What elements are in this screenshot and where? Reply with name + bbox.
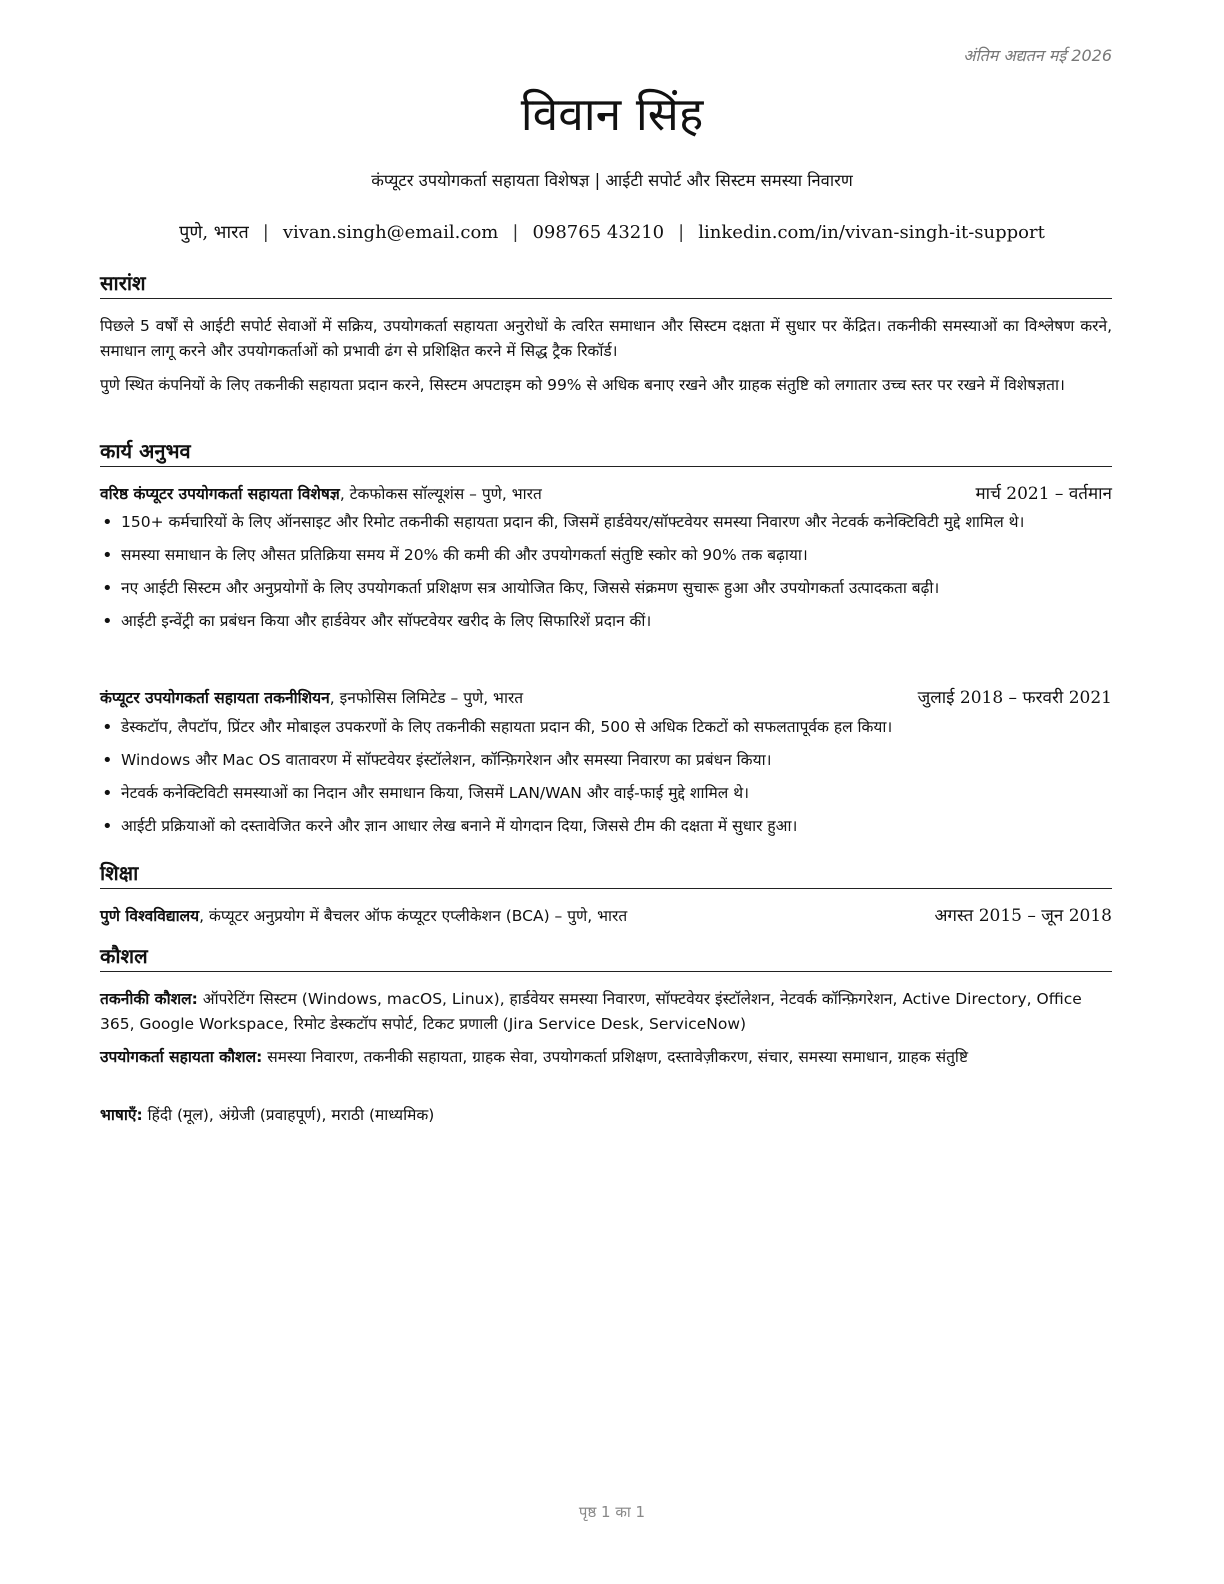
education-entry [100, 904, 1112, 928]
contact-line [0, 220, 1224, 244]
list-item: • डेस्कटॉप, लैपटॉप, प्रिंटर और मोबाइल उपकरणों के लिए तकनीकी सहायता प्रदान की, 500 से अधिक टिकटों को सफलतापूर्वक हल किया। [100, 715, 1112, 740]
support-skills-label: उपयोगकर्ता सहायता कौशल: [100, 1048, 263, 1066]
degree: , कंप्यूटर अनुप्रयोग में बैचलर ऑफ कंप्यूटर एप्लीकेशन (BCA) – पुणे, भारत [199, 907, 628, 925]
list-item: • आईटी इन्वेंट्री का प्रबंधन किया और हार्डवेयर और सॉफ्टवेयर खरीद के लिए सिफारिशें प्रदान कीं। [100, 609, 1112, 634]
skills-heading: कौशल [100, 943, 1112, 972]
job-bullets [100, 510, 1112, 642]
list-item: • नेटवर्क कनेक्टिविटी समस्याओं का निदान और समाधान किया, जिसमें LAN/WAN और वाई-फाई मुद्दे शामिल थे। [100, 781, 1112, 806]
education-heading: शिक्षा [100, 860, 1112, 889]
job-company: , इनफोसिस लिमिटेड – पुणे, भारत [329, 689, 524, 707]
technical-skills-text: ऑपरेटिंग सिस्टम (Windows, macOS, Linux), हार्डवेयर समस्या निवारण, सॉफ्टवेयर इंस्टॉलेशन, नेटवर्क कॉन्फ़िगरेशन, Active Directory, Office 365, Google Workspace, रिमोट डेस्कटॉप सपोर्ट, टिकट प्रणाली (Jira Service Desk, ServiceNow) [100, 990, 1082, 1033]
technical-skills [100, 987, 1112, 1037]
last-updated: अंतिम अद्यतन मई 2026 [963, 46, 1112, 65]
contact-email-link[interactable]: vivan.singh@email.com [282, 222, 499, 243]
job-header [100, 686, 1112, 710]
page-number: पृष्ठ 1 का 1 [578, 1503, 646, 1521]
languages [100, 1103, 1112, 1128]
education-dates: अगस्त 2015 – जून 2018 [934, 906, 1112, 926]
summary-paragraph-1: पिछले 5 वर्षों से आईटी सपोर्ट सेवाओं में सक्रिय, उपयोगकर्ता सहायता अनुरोधों के त्वरित समाधान और सिस्टम दक्षता में सुधार पर केंद्रित। तकनीकी समस्याओं का विश्लेषण करने, समाधान लागू करने और उपयोगकर्ताओं को प्रभावी ढंग से प्रशिक्षित करने में सिद्ध ट्रैक रिकॉर्ड। [100, 317, 1112, 360]
list-item: • नए आईटी सिस्टम और अनुप्रयोगों के लिए उपयोगकर्ता प्रशिक्षण सत्र आयोजित किए, जिससे संक्रमण सुचारू हुआ और उपयोगकर्ता उत्पादकता बढ़ी। [100, 576, 1112, 601]
contact-separator: | [512, 222, 519, 243]
job-company: , टेकफोकस सॉल्यूशंस – पुणे, भारत [339, 485, 542, 503]
contact-separator: | [678, 222, 685, 243]
school-name: पुणे विश्वविद्यालय [100, 907, 200, 925]
summary-heading: सारांश [100, 270, 1112, 299]
list-item: • Windows और Mac OS वातावरण में सॉफ्टवेयर इंस्टॉलेशन, कॉन्फ़िगरेशन और समस्या निवारण का प्रबंधन किया। [100, 748, 1112, 773]
contact-phone: 098765 43210 [532, 222, 665, 243]
list-item: • आईटी प्रक्रियाओं को दस्तावेजित करने और ज्ञान आधार लेख बनाने में योगदान दिया, जिससे टीम की दक्षता में सुधार हुआ। [100, 814, 1112, 839]
candidate-name: विवान सिंह [520, 87, 704, 141]
experience-heading: कार्य अनुभव [100, 438, 1112, 467]
list-item: • समस्या समाधान के लिए औसत प्रतिक्रिया समय में 20% की कमी की और उपयोगकर्ता संतुष्टि स्कोर को 90% तक बढ़ाया। [100, 543, 1112, 568]
job-title: वरिष्ठ कंप्यूटर उपयोगकर्ता सहायता विशेषज्ञ [100, 485, 340, 503]
summary-paragraph-2: पुणे स्थित कंपनियों के लिए तकनीकी सहायता प्रदान करने, सिस्टम अपटाइम को 99% से अधिक बनाए रखने और ग्राहक संतुष्टि को लगातार उच्च स्तर पर रखने में विशेषज्ञता। [100, 376, 1065, 394]
job-title: कंप्यूटर उपयोगकर्ता सहायता तकनीशियन [100, 689, 330, 707]
support-skills-text: समस्या निवारण, तकनीकी सहायता, ग्राहक सेवा, उपयोगकर्ता प्रशिक्षण, दस्तावेज़ीकरण, संचार, समस्या समाधान, ग्राहक संतुष्टि [262, 1048, 969, 1066]
technical-skills-label: तकनीकी कौशल: [100, 990, 198, 1008]
contact-linkedin-link[interactable]: linkedin.com/in/vivan-singh-it-support [698, 222, 1045, 243]
contact-separator: | [262, 222, 269, 243]
job-dates: जुलाई 2018 – फरवरी 2021 [917, 688, 1112, 708]
languages-text: हिंदी (मूल), अंग्रेजी (प्रवाहपूर्ण), मराठी (माध्यमिक) [142, 1106, 435, 1124]
job-header [100, 482, 1112, 506]
job-bullets [100, 715, 1112, 847]
tagline: कंप्यूटर उपयोगकर्ता सहायता विशेषज्ञ | आईटी सपोर्ट और सिस्टम समस्या निवारण [371, 171, 853, 190]
contact-location: पुणे, भारत [179, 222, 249, 243]
languages-label: भाषाएँ: [100, 1106, 143, 1124]
support-skills [100, 1045, 1112, 1070]
job-dates: मार्च 2021 – वर्तमान [975, 484, 1112, 504]
list-item: • 150+ कर्मचारियों के लिए ऑनसाइट और रिमोट तकनीकी सहायता प्रदान की, जिसमें हार्डवेयर/सॉफ्टवेयर समस्या निवारण और नेटवर्क कनेक्टिविटी मुद्दे शामिल थे। [100, 510, 1112, 535]
